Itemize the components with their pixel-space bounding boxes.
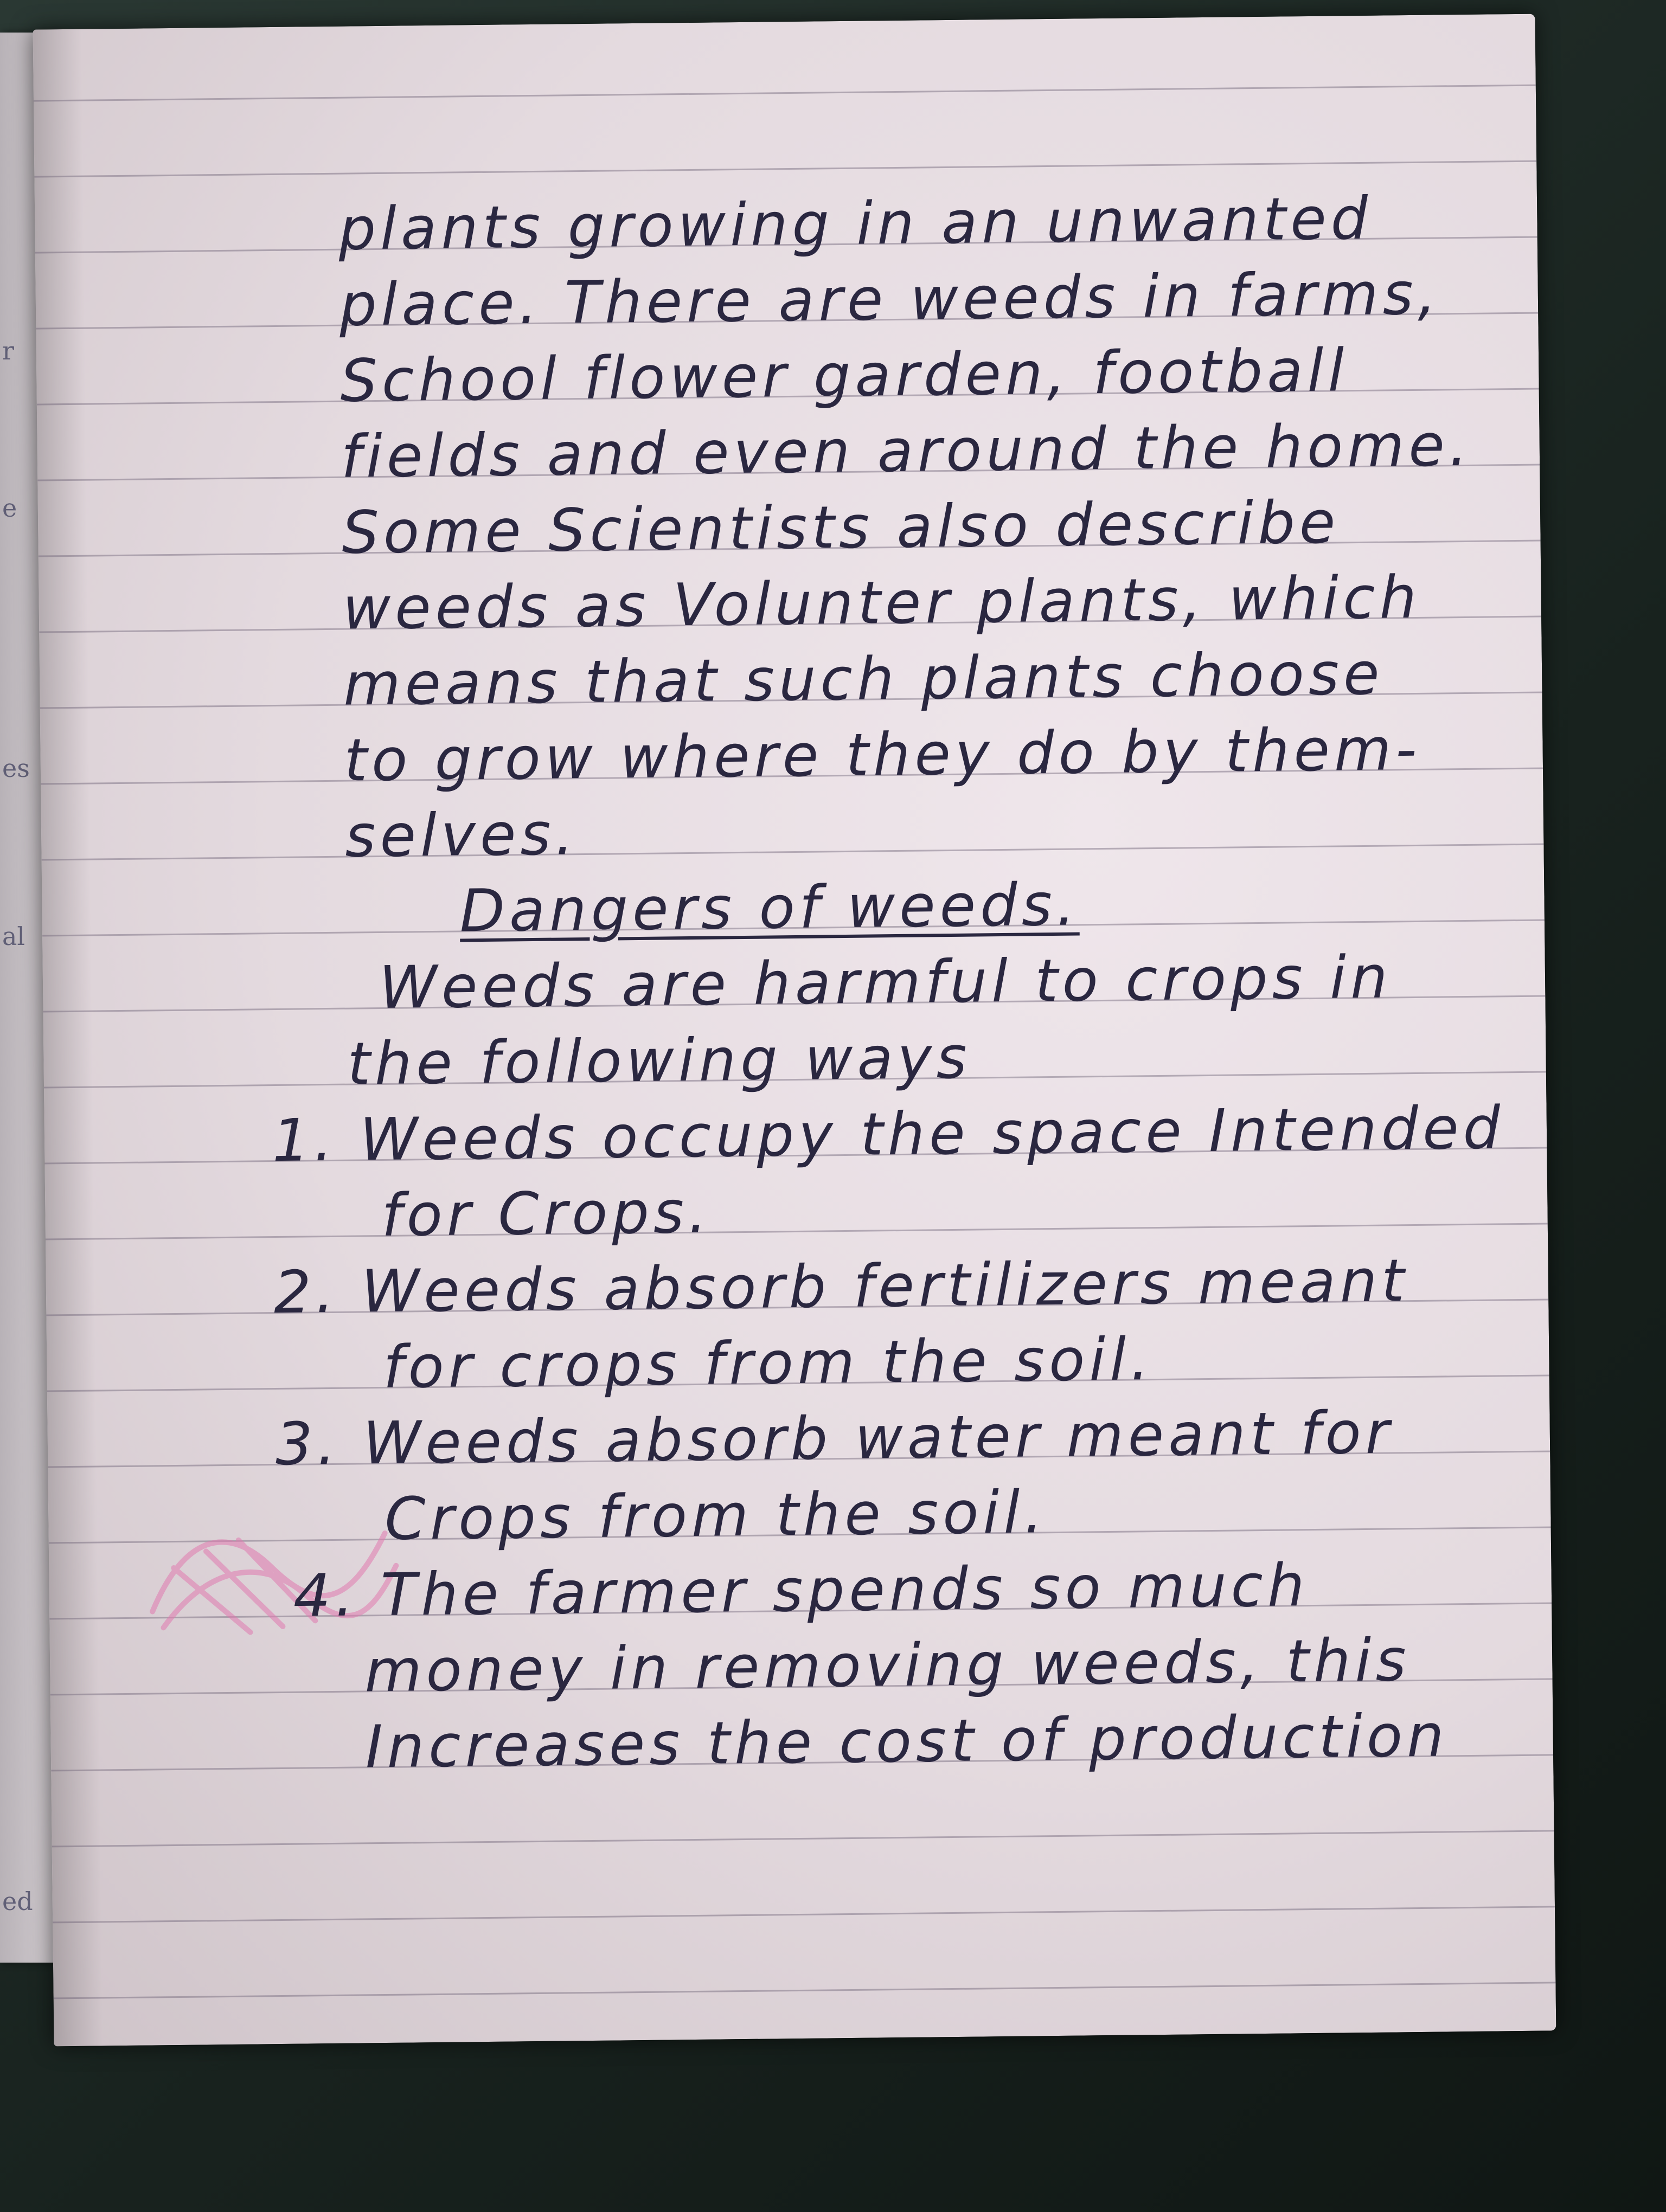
edge-fragment: ed [2,1887,33,1916]
list-item-continuation: Increases the cost of production [365,1702,1449,1782]
note-line: fields and even around the home. [341,411,1472,491]
ruled-line [34,85,1536,102]
ruled-line [54,1982,1556,1999]
ruled-line [53,1906,1555,1923]
ruled-line [46,1223,1548,1240]
note-line: the following ways [347,1024,972,1098]
note-line: Weeds are harmful to crops in [379,943,1393,1023]
list-item: 4. The farmer spends so much [293,1552,1310,1630]
edge-fragment: e [2,493,17,523]
list-item-continuation: money in removing weeds, this [364,1626,1411,1706]
list-item: 1. Weeds occupy the space Intended [272,1094,1505,1175]
list-item-continuation: Crops from the soil. [384,1478,1048,1553]
ruled-line [42,844,1544,861]
note-line: place. There are weeds in farms, [339,260,1441,339]
ruled-line [34,160,1536,178]
ruled-line [52,1830,1554,1847]
list-item: 3. Weeds absorb water meant for [275,1399,1394,1479]
notebook-page [33,14,1556,2047]
note-line: Some Scientists also describe [341,488,1340,567]
edge-fragment: r [2,336,14,365]
edge-fragment: es [2,754,30,783]
list-item: 2. Weeds absorb fertilizers meant [273,1247,1409,1327]
handwritten-notes [272,176,1556,1782]
note-line: selves. [344,800,579,871]
note-line: plants growing in an unwanted [338,184,1373,263]
edge-fragment: al [2,922,25,951]
list-item-continuation: for Crops. [381,1178,712,1250]
list-item-continuation: for crops from the soil. [382,1326,1154,1401]
note-line: weeds as Volunter plants, which [342,563,1421,643]
note-line: means that such plants choose [343,640,1385,719]
note-line: School flower garden, football [339,337,1349,415]
section-heading: Dangers of weeds. [459,871,1080,946]
note-line: to grow where they do by them- [344,715,1421,795]
